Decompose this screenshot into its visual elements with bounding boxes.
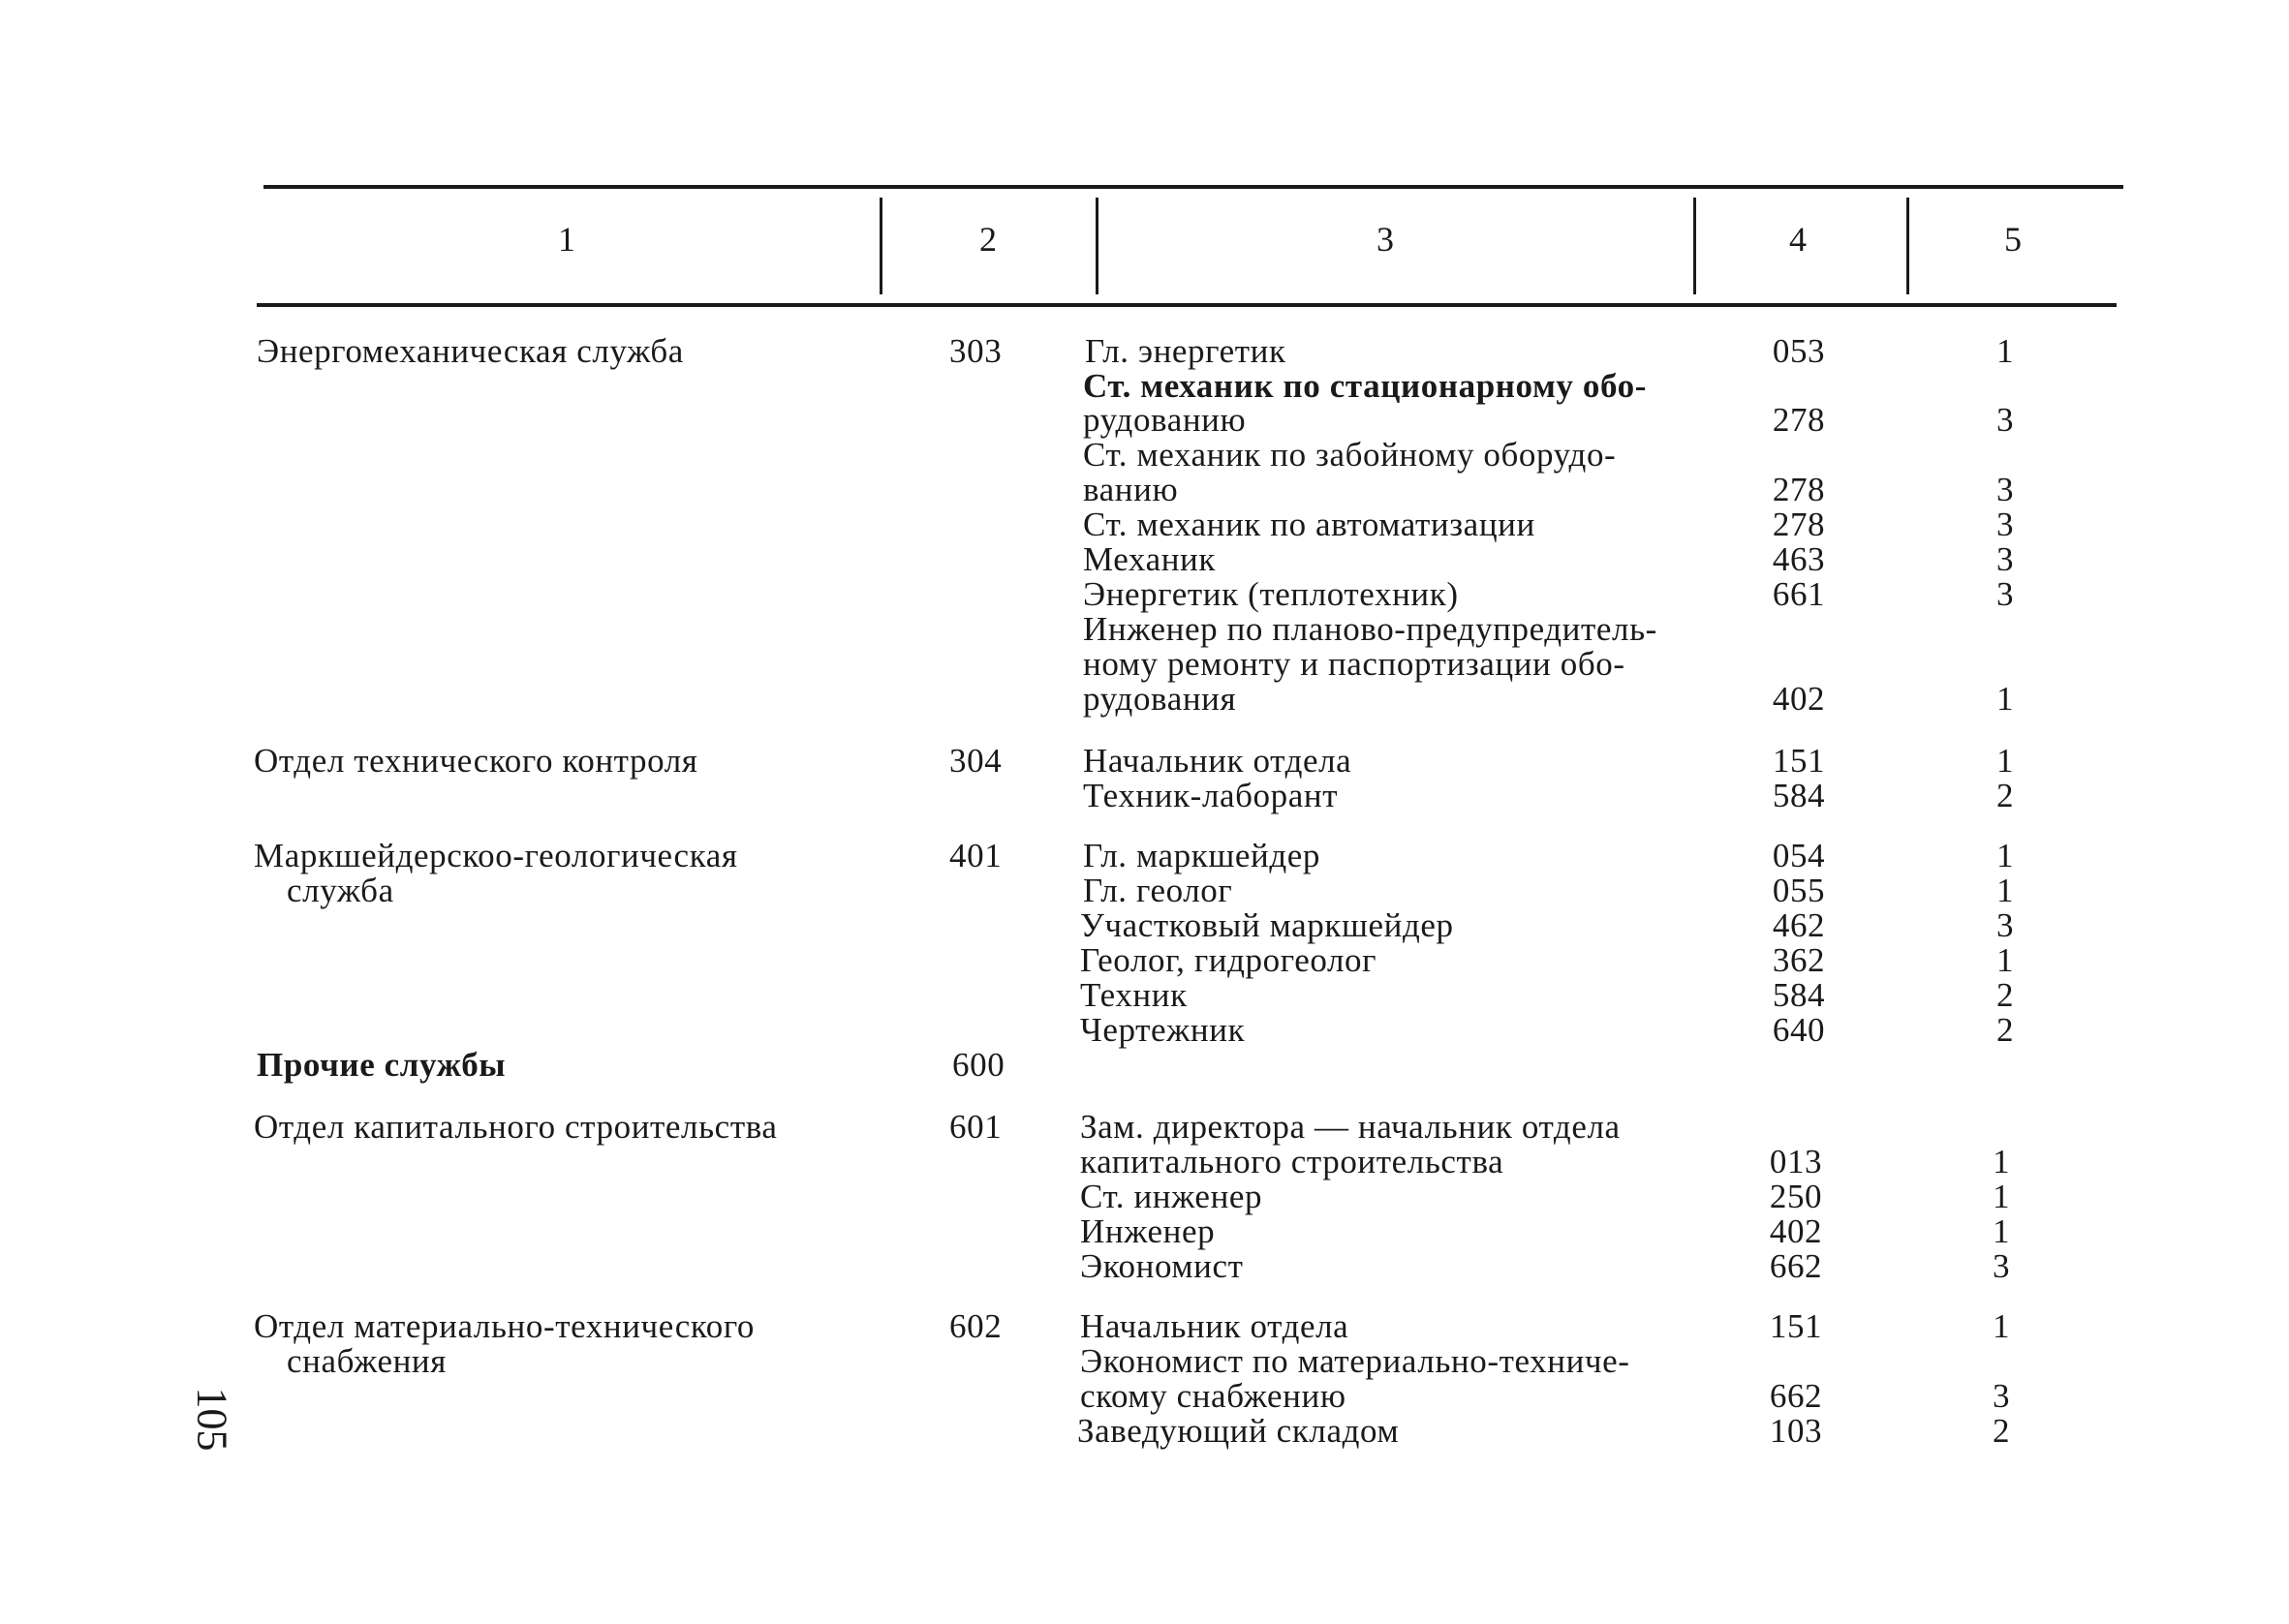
position-title: Гл. энергетик [1085, 332, 1286, 370]
position-code: 053 [1772, 332, 1826, 370]
position-code: 151 [1772, 742, 1826, 780]
page-number: 105 [188, 1387, 236, 1452]
position-title: Геолог, гидрогеолог [1080, 941, 1377, 979]
column-divider [1906, 198, 1909, 294]
section-name-cont: снабжения [287, 1342, 447, 1380]
position-code: 584 [1772, 777, 1826, 814]
position-code: 662 [1769, 1377, 1823, 1415]
position-code: 662 [1769, 1247, 1823, 1285]
position-title-cont: капитального строительства [1080, 1143, 1504, 1180]
position-count: 3 [1995, 506, 2015, 543]
position-title: Участковый маркшейдер [1080, 906, 1454, 944]
column-header-4: 4 [1789, 220, 1807, 259]
position-count: 2 [1995, 1011, 2015, 1049]
position-code: 278 [1772, 471, 1826, 508]
header-top-rule [263, 185, 2123, 189]
section-code: 602 [949, 1307, 1003, 1345]
position-title: Заведующий складом [1077, 1412, 1400, 1450]
position-code: 250 [1769, 1178, 1823, 1215]
section-code: 401 [949, 837, 1003, 874]
position-count: 1 [1995, 837, 2015, 874]
position-title: Техник-лаборант [1083, 777, 1339, 814]
section-code: 601 [949, 1108, 1003, 1146]
position-count: 3 [1995, 401, 2015, 439]
column-header-5: 5 [2004, 220, 2022, 259]
position-title-cont: ному ремонту и паспортизации обо- [1083, 645, 1625, 683]
position-count: 3 [1992, 1247, 2011, 1285]
position-count: 1 [1995, 742, 2015, 780]
position-title: Зам. директора — начальник отдела [1080, 1108, 1621, 1146]
position-count: 1 [1992, 1143, 2011, 1180]
section-name: Маркшейдерскоо-геологическая [254, 837, 738, 874]
position-title: Энергетик (теплотехник) [1083, 575, 1459, 613]
position-count: 1 [1992, 1178, 2011, 1215]
position-title: Ст. механик по забойному оборудо- [1083, 436, 1617, 474]
section-name: Отдел капитального строительства [254, 1108, 778, 1146]
position-title: Экономист [1080, 1247, 1244, 1285]
position-title: Техник [1080, 976, 1188, 1014]
position-title: Экономист по материально-техниче- [1080, 1342, 1630, 1380]
position-code: 463 [1772, 540, 1826, 578]
position-code: 278 [1772, 506, 1826, 543]
position-code: 055 [1772, 872, 1826, 909]
position-count: 2 [1992, 1412, 2011, 1450]
column-header-3: 3 [1376, 220, 1394, 259]
position-code: 402 [1772, 680, 1826, 718]
column-header-2: 2 [979, 220, 997, 259]
position-code: 278 [1772, 401, 1826, 439]
position-code: 103 [1769, 1412, 1823, 1450]
position-code: 661 [1772, 575, 1826, 613]
position-code: 462 [1772, 906, 1826, 944]
position-code: 013 [1769, 1143, 1823, 1180]
position-title: Ст. механик по автоматизации [1083, 506, 1535, 543]
section-name: Прочие службы [257, 1046, 507, 1084]
position-count: 1 [1995, 941, 2015, 979]
position-code: 584 [1772, 976, 1826, 1014]
section-name-cont: служба [287, 872, 394, 909]
section-code: 304 [949, 742, 1003, 780]
column-divider [1096, 198, 1098, 294]
position-count: 3 [1995, 471, 2015, 508]
position-title-cont: рудованию [1083, 401, 1247, 439]
section-name: Энергомеханическая служба [257, 332, 684, 370]
position-title-cont: рудования [1083, 680, 1237, 718]
column-divider [1693, 198, 1696, 294]
header-bottom-rule [257, 303, 2117, 307]
position-count: 1 [1992, 1307, 2011, 1345]
section-code: 600 [952, 1046, 1005, 1084]
position-count: 3 [1995, 906, 2015, 944]
position-code: 054 [1772, 837, 1826, 874]
column-divider [880, 198, 882, 294]
position-title-cont: скому снабжению [1080, 1377, 1346, 1415]
position-code: 402 [1769, 1212, 1823, 1250]
position-count: 1 [1995, 332, 2015, 370]
position-code: 362 [1772, 941, 1826, 979]
section-code: 303 [949, 332, 1003, 370]
position-count: 1 [1995, 872, 2015, 909]
position-title: Ст. инженер [1080, 1178, 1263, 1215]
position-title: Гл. маркшейдер [1083, 837, 1320, 874]
position-code: 640 [1772, 1011, 1826, 1049]
position-title: Ст. механик по стационарному обо- [1083, 367, 1647, 405]
section-name: Отдел технического контроля [254, 742, 698, 780]
section-name: Отдел материально-технического [254, 1307, 756, 1345]
position-title: Инженер [1080, 1212, 1216, 1250]
column-header-1: 1 [558, 220, 575, 259]
position-count: 3 [1995, 540, 2015, 578]
position-code: 151 [1769, 1307, 1823, 1345]
position-title: Инженер по планово-предупредитель- [1083, 610, 1657, 648]
position-title-cont: ванию [1083, 471, 1179, 508]
position-count: 3 [1995, 575, 2015, 613]
position-title: Механик [1083, 540, 1216, 578]
position-count: 1 [1995, 680, 2015, 718]
position-title: Чертежник [1080, 1011, 1246, 1049]
position-count: 2 [1995, 777, 2015, 814]
position-count: 2 [1995, 976, 2015, 1014]
position-title: Начальник отдела [1083, 742, 1352, 780]
position-count: 1 [1992, 1212, 2011, 1250]
position-title: Гл. геолог [1083, 872, 1233, 909]
position-count: 3 [1992, 1377, 2011, 1415]
position-title: Начальник отдела [1080, 1307, 1349, 1345]
